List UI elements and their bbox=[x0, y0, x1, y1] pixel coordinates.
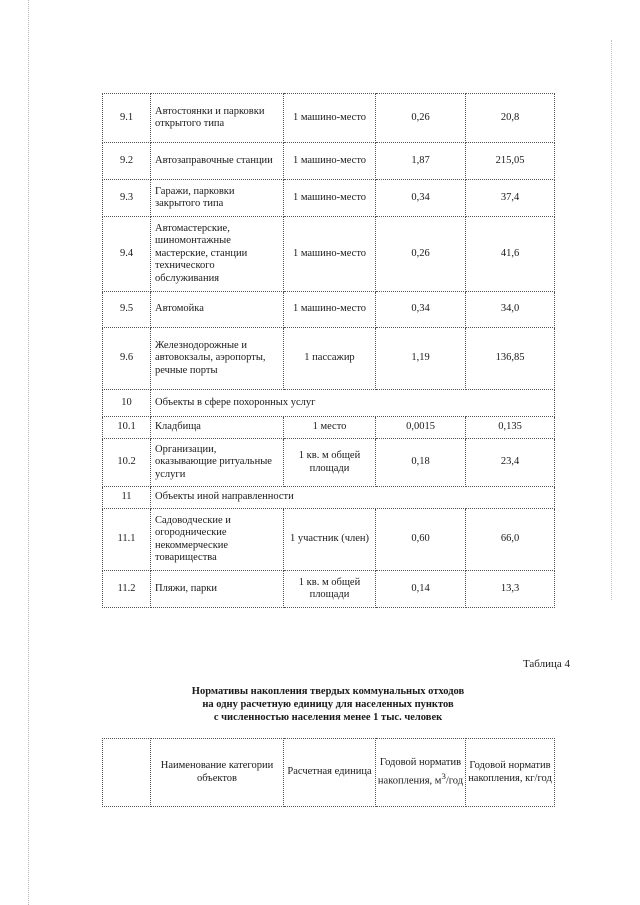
mass-norm: 41,6 bbox=[466, 217, 555, 292]
header-volume-exponent: 3 bbox=[441, 770, 446, 781]
volume-norm: 0,14 bbox=[376, 571, 466, 608]
table-row bbox=[103, 217, 555, 292]
calc-unit: 1 место bbox=[284, 417, 376, 439]
table-4-title bbox=[102, 685, 554, 724]
category-name: Автостоянки и парковки открытого типа bbox=[151, 94, 284, 143]
calc-unit: 1 машино-место bbox=[284, 217, 376, 292]
section-row bbox=[103, 487, 555, 509]
calc-unit: 1 машино-место bbox=[284, 143, 376, 180]
header-mass: Годовой норматив накопления, кг/год bbox=[466, 739, 555, 807]
category-name: Гаражи, парковки закрытого типа bbox=[151, 180, 284, 217]
volume-norm: 0,0015 bbox=[376, 417, 466, 439]
row-number: 9.5 bbox=[103, 292, 151, 328]
volume-norm: 0,34 bbox=[376, 180, 466, 217]
table-row bbox=[103, 143, 555, 180]
row-number: 10 bbox=[103, 390, 151, 417]
row-number: 9.6 bbox=[103, 328, 151, 390]
section-title: Объекты иной направленности bbox=[151, 487, 555, 509]
row-number: 9.4 bbox=[103, 217, 151, 292]
row-number: 9.3 bbox=[103, 180, 151, 217]
table-4-header-row bbox=[103, 739, 555, 807]
volume-norm: 1,19 bbox=[376, 328, 466, 390]
category-name: Пляжи, парки bbox=[151, 571, 284, 608]
mass-norm: 37,4 bbox=[466, 180, 555, 217]
row-number: 11.1 bbox=[103, 509, 151, 571]
volume-norm: 0,60 bbox=[376, 509, 466, 571]
table-row bbox=[103, 439, 555, 487]
category-name: Кладбища bbox=[151, 417, 284, 439]
category-name: Автозаправочные станции bbox=[151, 143, 284, 180]
category-name: Железнодорожные и автовокзалы, аэропорты, речные порты bbox=[151, 328, 284, 390]
header-num bbox=[103, 739, 151, 807]
row-number: 9.2 bbox=[103, 143, 151, 180]
table-4-title-line: Нормативы накопления твердых коммунальных отходов bbox=[191, 686, 465, 697]
volume-norm: 0,18 bbox=[376, 439, 466, 487]
mass-norm: 215,05 bbox=[466, 143, 555, 180]
volume-norm: 0,34 bbox=[376, 292, 466, 328]
page-edge-right bbox=[611, 40, 612, 600]
calc-unit: 1 участник (член) bbox=[284, 509, 376, 571]
mass-norm: 66,0 bbox=[466, 509, 555, 571]
section-title: Объекты в сфере похоронных услуг bbox=[151, 390, 555, 417]
header-volume-text: Годовой норматив накопления, м bbox=[377, 757, 462, 787]
volume-norm: 0,26 bbox=[376, 94, 466, 143]
table-4-title-line: на одну расчетную единицу для населенных пунктов bbox=[202, 699, 454, 710]
section-row bbox=[103, 390, 555, 417]
mass-norm: 23,4 bbox=[466, 439, 555, 487]
table-4-label: Таблица 4 bbox=[522, 658, 570, 670]
waste-norms-table bbox=[102, 93, 555, 608]
row-number: 10.2 bbox=[103, 439, 151, 487]
mass-norm: 13,3 bbox=[466, 571, 555, 608]
table-row bbox=[103, 328, 555, 390]
header-volume-suffix: /год bbox=[445, 775, 464, 787]
table-4-title-line: с численностью населения менее 1 тыс. человек bbox=[213, 712, 443, 723]
category-name: Автомастерские, шиномонтажные мастерские, станции технического обслуживания bbox=[151, 217, 284, 292]
table-row bbox=[103, 509, 555, 571]
calc-unit: 1 машино-место bbox=[284, 94, 376, 143]
row-number: 11 bbox=[103, 487, 151, 509]
volume-norm: 0,26 bbox=[376, 217, 466, 292]
page-edge-left bbox=[28, 0, 29, 905]
category-name: Организации, оказывающие ритуальные услуги bbox=[151, 439, 284, 487]
table-row bbox=[103, 571, 555, 608]
calc-unit: 1 машино-место bbox=[284, 292, 376, 328]
mass-norm: 136,85 bbox=[466, 328, 555, 390]
calc-unit: 1 пассажир bbox=[284, 328, 376, 390]
mass-norm: 34,0 bbox=[466, 292, 555, 328]
category-name: Садоводческие и огороднические некоммерческие товарищества bbox=[151, 509, 284, 571]
calc-unit: 1 машино-место bbox=[284, 180, 376, 217]
mass-norm: 20,8 bbox=[466, 94, 555, 143]
table-row bbox=[103, 94, 555, 143]
header-unit: Расчетная единица bbox=[284, 739, 376, 807]
calc-unit: 1 кв. м общей площади bbox=[284, 439, 376, 487]
mass-norm: 0,135 bbox=[466, 417, 555, 439]
table-row bbox=[103, 292, 555, 328]
calc-unit: 1 кв. м общей площади bbox=[284, 571, 376, 608]
table-row bbox=[103, 180, 555, 217]
header-name: Наименование категории объектов bbox=[151, 739, 284, 807]
table-row bbox=[103, 417, 555, 439]
table-4 bbox=[102, 738, 555, 807]
row-number: 11.2 bbox=[103, 571, 151, 608]
header-volume bbox=[376, 739, 466, 807]
category-name: Автомойка bbox=[151, 292, 284, 328]
row-number: 10.1 bbox=[103, 417, 151, 439]
volume-norm: 1,87 bbox=[376, 143, 466, 180]
row-number: 9.1 bbox=[103, 94, 151, 143]
